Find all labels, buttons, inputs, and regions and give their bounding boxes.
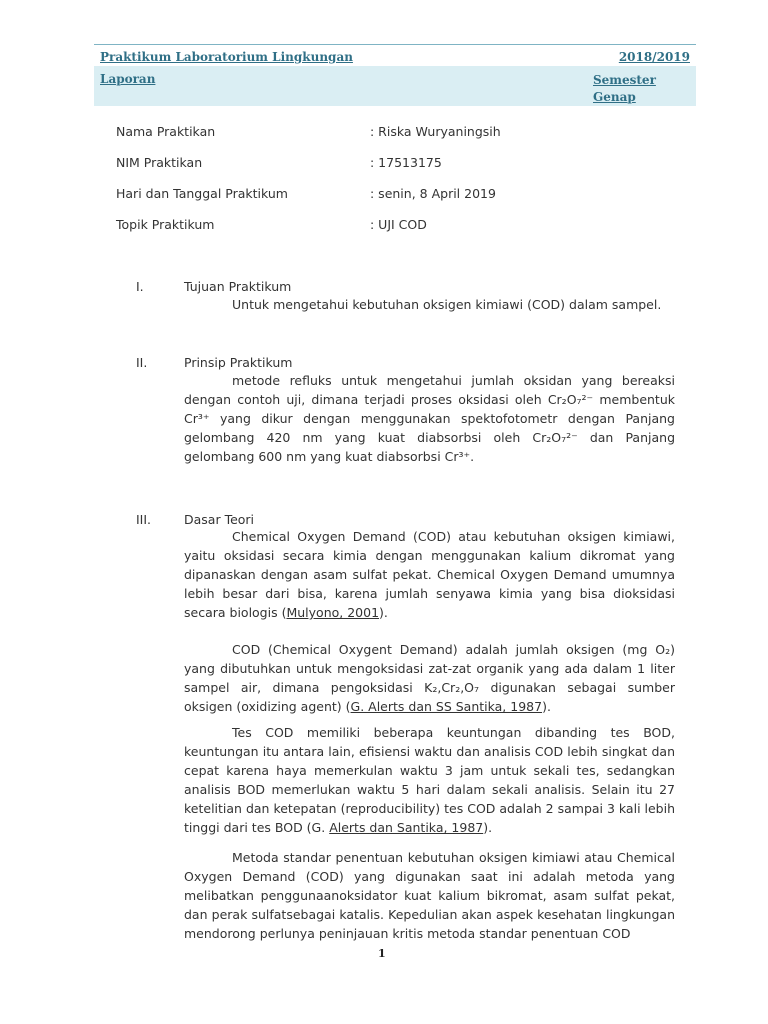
section-number: III. <box>136 512 152 527</box>
section-title: Prinsip Praktikum <box>184 355 293 370</box>
info-key: Topik Praktikum <box>116 217 215 232</box>
page-number: 1 <box>378 947 386 960</box>
info-value: : UJI COD <box>370 217 427 232</box>
section-title: Dasar Teori <box>184 512 255 527</box>
paragraph-text: COD (Chemical Oxygent Demand) adalah jumlah oksigen (mg O₂) yang dibutuhkan untuk mengoksidasi zat-zat organik yang ada dalam 1 liter sampel air, dimana pengoksidasi K₂,Cr₂,O₇ digunakan sebagai sumber oksigen (oxidizing agent) ( <box>184 642 675 714</box>
header-band <box>94 66 696 106</box>
paragraph <box>184 723 675 837</box>
header-semester: Semester Genap <box>593 73 656 104</box>
paragraph: Untuk mengetahui kebutuhan oksigen kimiawi (COD) dalam sampel. <box>232 297 662 312</box>
citation-link[interactable]: Mulyono, 2001 <box>286 605 380 620</box>
paragraph-text: Tes COD memiliki beberapa keuntungan dibanding tes BOD, keuntungan itu antara lain, efisiensi waktu dan analisis COD lebih singkat dan cepat karena haya memerkulan waktu 3 jam untuk sekali tes, sedangkan analisis BOD memerlukan waktu 5 hari dalam sekali analisis. Selain itu 27 ketelitian dan ketepatan (reproducibility) tes COD adalah 2 sampai 3 kali lebih tinggi dari tes BOD (G. <box>184 725 676 835</box>
citation-suffix: ). <box>483 820 493 835</box>
citation-link[interactable]: Alerts dan Santika, 1987 <box>329 820 484 835</box>
paragraph: Metoda standar penentuan kebutuhan oksigen kimiawi atau Chemical Oxygen Demand (COD) yang digunakan saat ini adalah metoda yang melibatkan penggunaanoksidator kuat kalium bikromat, asam sulfat pekat, dan perak sulfatsebagai katalis. Kepedulian akan aspek kesehatan lingkungan mendorong perlunya peninjauan kritis metoda standar penentuan COD <box>184 850 675 941</box>
citation-suffix: ). <box>379 605 388 620</box>
header-report: Laporan <box>100 72 156 86</box>
paragraph <box>184 527 675 622</box>
info-value: : senin, 8 April 2019 <box>370 186 496 201</box>
info-value: : 17513175 <box>370 155 442 170</box>
citation-suffix: ). <box>542 699 551 714</box>
section-number: II. <box>136 355 148 370</box>
header-year: 2018/2019 <box>618 50 690 64</box>
document-header <box>94 44 696 67</box>
section-title: Tujuan Praktikum <box>184 279 292 294</box>
paragraph: metode refluks untuk mengetahui jumlah oksidan yang bereaksi dengan contoh uji, dimana terjadi proses oksidasi oleh Cr₂O₇²⁻ membentuk Cr³⁺ yang dikur dengan menggunakan spektofotometr dengan Panjang gelombang 420 nm yang kuat diabsorbsi oleh Cr₂O₇²⁻ dan Panjang gelombang 600 nm yang kuat diabsorbsi Cr³⁺. <box>184 373 675 464</box>
citation-link[interactable]: G. Alerts dan SS Santika, 1987 <box>350 699 543 714</box>
paragraph <box>184 640 675 716</box>
info-key: Hari dan Tanggal Praktikum <box>116 186 288 201</box>
info-value: : Riska Wuryaningsih <box>370 124 501 139</box>
header-title: Praktikum Laboratorium Lingkungan <box>100 50 353 64</box>
paragraph-text: Chemical Oxygen Demand (COD) atau kebutuhan oksigen kimiawi, yaitu oksidasi secara kimia dengan menggunakan kalium dikromat yang dipanaskan dengan asam sulfat pekat. Chemical Oxygen Demand umumnya lebih besar dari bisa, karena jumlah senyawa kimia yang bisa dioksidasi secara biologis ( <box>184 529 675 620</box>
info-key: Nama Praktikan <box>116 124 216 139</box>
info-key: NIM Praktikan <box>116 155 203 170</box>
section-number: I. <box>136 279 144 294</box>
